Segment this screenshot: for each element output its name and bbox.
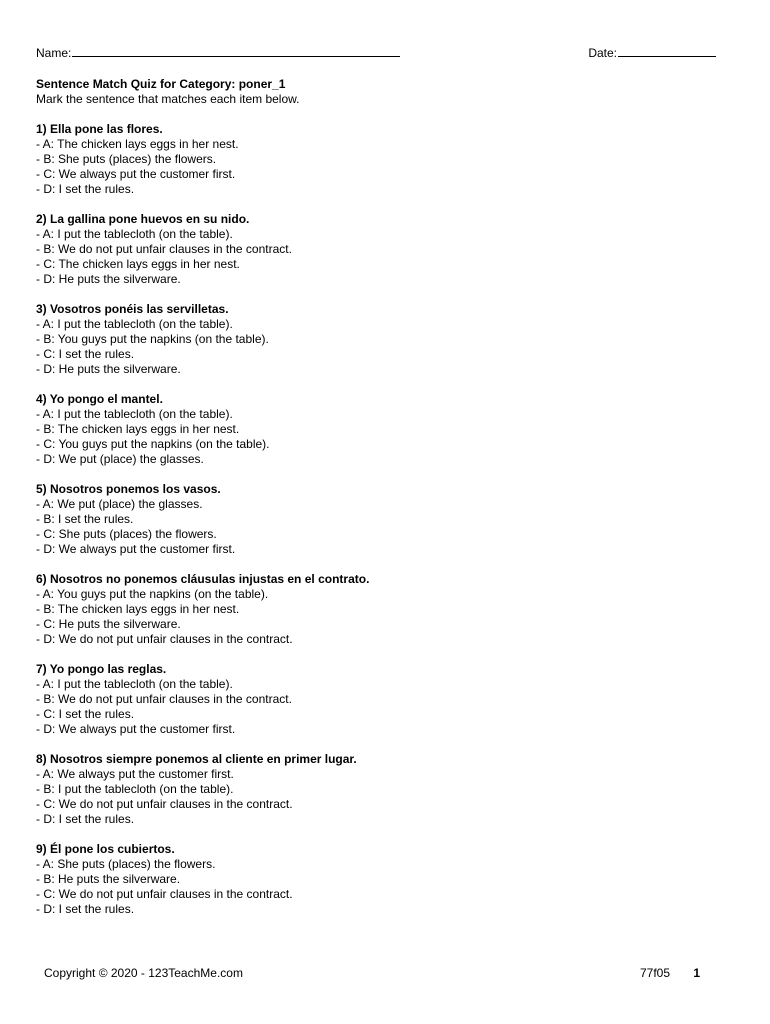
question-list (36, 122, 716, 932)
answer-option-c: - C: He puts the silverware. (36, 617, 181, 631)
answer-option-d: - D: He puts the silverware. (36, 362, 181, 376)
question (36, 212, 716, 287)
question-prompt: 9) Él pone los cubiertos. (36, 842, 175, 856)
answer-option-d: - D: I set the rules. (36, 182, 135, 196)
answer-option-b: - B: I put the tablecloth (on the table). (36, 782, 234, 796)
answer-option-c: - C: We do not put unfair clauses in the contract. (36, 797, 293, 811)
answer-option-d: - D: We always put the customer first. (36, 722, 236, 736)
answer-option-a: - A: We always put the customer first. (36, 767, 234, 781)
question-prompt: 2) La gallina pone huevos en su nido. (36, 212, 250, 226)
answer-option-b: - B: She puts (places) the flowers. (36, 152, 217, 166)
answer-option-a: - A: We put (place) the glasses. (36, 497, 203, 511)
answer-option-d: - D: I set the rules. (36, 812, 135, 826)
page-footer (44, 966, 700, 982)
answer-option-c: - C: We do not put unfair clauses in the contract. (36, 887, 293, 901)
question (36, 392, 716, 467)
answer-option-b: - B: He puts the silverware. (36, 872, 181, 886)
answer-option-d: - D: He puts the silverware. (36, 272, 181, 286)
question (36, 752, 716, 827)
answer-option-d: - D: I set the rules. (36, 902, 135, 916)
answer-option-b: - B: The chicken lays eggs in her nest. (36, 602, 240, 616)
answer-option-c: - C: I set the rules. (36, 707, 135, 721)
answer-option-d: - D: We always put the customer first. (36, 542, 236, 556)
question-prompt: 4) Yo pongo el mantel. (36, 392, 163, 406)
header-row (36, 44, 716, 60)
answer-option-d: - D: We do not put unfair clauses in the contract. (36, 632, 293, 646)
quiz-title: Sentence Match Quiz for Category: poner_1 (36, 77, 286, 91)
question-prompt: 6) Nosotros no ponemos cláusulas injustas en el contrato. (36, 572, 370, 586)
answer-option-c: - C: You guys put the napkins (on the table). (36, 437, 270, 451)
question (36, 842, 716, 917)
answer-option-a: - A: I put the tablecloth (on the table). (36, 227, 233, 241)
answer-option-c: - C: We always put the customer first. (36, 167, 236, 181)
question-prompt: 7) Yo pongo las reglas. (36, 662, 167, 676)
date-label: Date: (588, 46, 617, 60)
answer-option-c: - C: The chicken lays eggs in her nest. (36, 257, 240, 271)
name-label: Name: (36, 46, 72, 60)
question-prompt: 5) Nosotros ponemos los vasos. (36, 482, 221, 496)
instructions: Mark the sentence that matches each item below. (36, 92, 300, 106)
question (36, 302, 716, 377)
answer-option-c: - C: She puts (places) the flowers. (36, 527, 217, 541)
answer-option-b: - B: You guys put the napkins (on the table). (36, 332, 269, 346)
question-prompt: 8) Nosotros siempre ponemos al cliente en primer lugar. (36, 752, 357, 766)
answer-option-d: - D: We put (place) the glasses. (36, 452, 204, 466)
question-prompt: 1) Ella pone las flores. (36, 122, 163, 136)
name-field (36, 44, 400, 61)
date-blank-line (618, 44, 716, 57)
question (36, 122, 716, 197)
answer-option-b: - B: I set the rules. (36, 512, 134, 526)
answer-option-b: - B: We do not put unfair clauses in the contract. (36, 692, 292, 706)
copyright-text: Copyright © 2020 - 123TeachMe.com (44, 966, 243, 980)
answer-option-a: - A: The chicken lays eggs in her nest. (36, 137, 239, 151)
answer-option-a: - A: She puts (places) the flowers. (36, 857, 216, 871)
question-prompt: 3) Vosotros ponéis las servilletas. (36, 302, 229, 316)
answer-option-c: - C: I set the rules. (36, 347, 135, 361)
answer-option-b: - B: We do not put unfair clauses in the contract. (36, 242, 292, 256)
page-number: 1 (693, 966, 700, 980)
answer-option-a: - A: I put the tablecloth (on the table). (36, 677, 233, 691)
name-blank-line (72, 44, 400, 57)
answer-option-a: - A: I put the tablecloth (on the table). (36, 317, 233, 331)
answer-option-b: - B: The chicken lays eggs in her nest. (36, 422, 240, 436)
document-code: 77f05 (639, 966, 670, 980)
title-block (36, 77, 716, 107)
answer-option-a: - A: You guys put the napkins (on the table). (36, 587, 269, 601)
answer-option-a: - A: I put the tablecloth (on the table). (36, 407, 233, 421)
question (36, 572, 716, 647)
question (36, 662, 716, 737)
date-field (588, 44, 716, 61)
question (36, 482, 716, 557)
